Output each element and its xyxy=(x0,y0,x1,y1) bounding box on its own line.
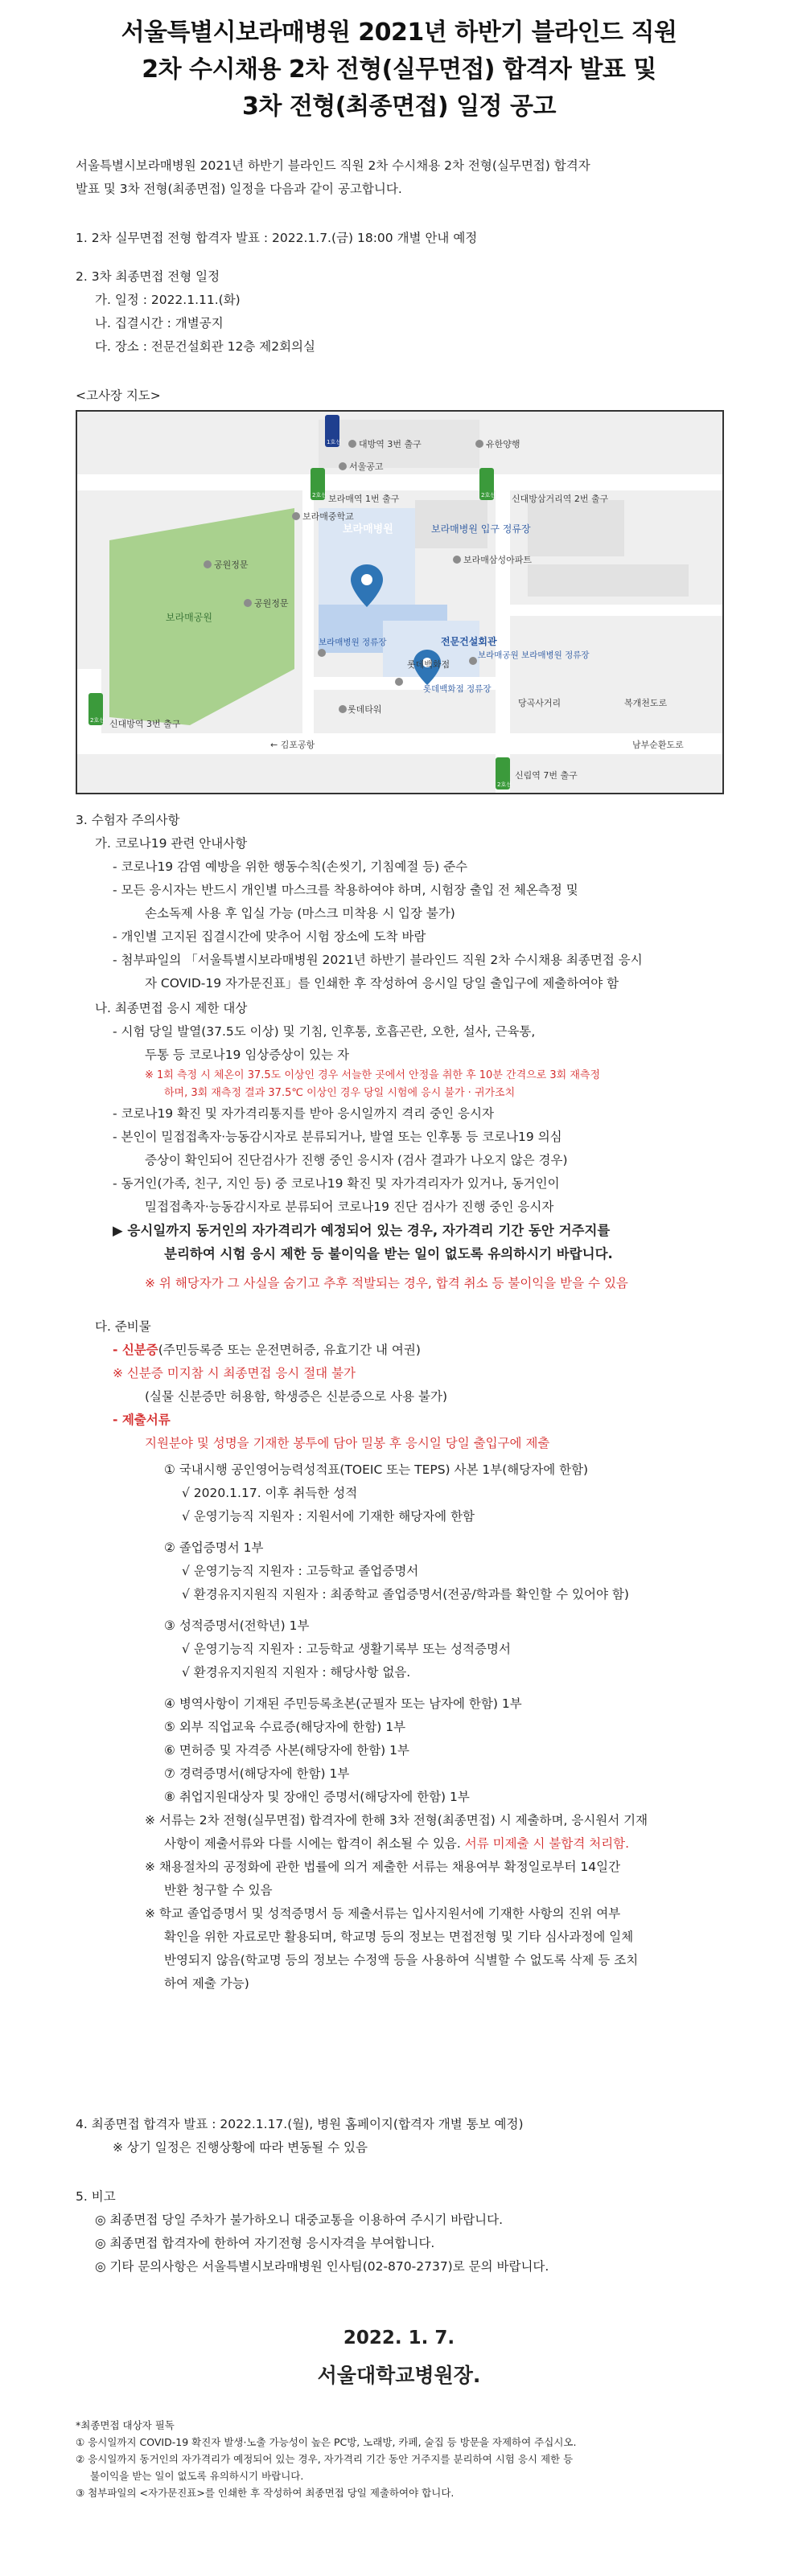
doc-2a: √ 운영기능직 지원자 : 고등학교 졸업증명서 xyxy=(182,1564,419,1578)
temperature-note-1: ※ 1회 측정 시 체온이 37.5도 이상인 경우 서늘한 곳에서 안정을 취한 후 10분 간격으로 3회 재측정 xyxy=(145,1069,601,1081)
covid-rule-2-cont: 손소독제 사용 후 입실 가능 (마스크 미착용 시 입장 불가) xyxy=(145,906,455,921)
section-3-da xyxy=(76,1315,735,1996)
map-line2-text-a: 2호선 xyxy=(312,492,327,498)
docs-note-1-text: 사항이 제출서류와 다를 시에는 합격이 취소될 수 있음. xyxy=(164,1836,461,1851)
map-label-building: 전문건설회관 xyxy=(441,636,497,647)
section-2-heading: 2. 3차 최종면접 전형 일정 xyxy=(76,269,220,284)
restriction-4-cont: 밀접접촉자·능동감시자로 분류되어 코로나19 진단 검사가 진행 중인 응시자 xyxy=(145,1200,554,1214)
final-interview-notes xyxy=(76,2417,735,2501)
doc-1b: √ 운영기능직 지원자 : 지원서에 기재한 해당자에 한함 xyxy=(182,1509,475,1524)
map-label-gimpo: ← 김포공항 xyxy=(270,740,315,750)
docs-note-2-cont: 반환 청구할 수 있음 xyxy=(164,1883,273,1897)
restriction-4: - 동거인(가족, 친구, 지인 등) 중 코로나19 확진 및 자가격리자가 있거나, 동거인이 xyxy=(113,1176,560,1191)
map-label-exit-mid: 보라매역 1번 출구 xyxy=(328,494,400,504)
map-line2-text-b: 2호선 xyxy=(481,492,496,498)
doc-3b: √ 환경유지지원직 지원자 : 해당사항 없음. xyxy=(182,1665,411,1680)
section-3-da-heading: 다. 준비물 xyxy=(95,1319,151,1334)
doc-1: ① 국내시행 공인영어능력성적표(TOEIC 또는 TEPS) 사본 1부(해당자에 한함) xyxy=(164,1462,589,1477)
map-label-south: 남부순환도로 xyxy=(632,740,684,750)
section-2-date: 가. 일정 : 2022.1.11.(화) xyxy=(95,293,241,307)
notes-heading: *최종면접 대상자 필독 xyxy=(76,2419,175,2431)
docs-note-1: ※ 서류는 2차 전형(실무면접) 합격자에 한해 3차 전형(최종면접) 시 제출하며, 응시원서 기재 xyxy=(145,1813,648,1827)
covid-rule-2: - 모든 응시자는 반드시 개인별 마스크를 착용하여야 하며, 시험장 출입 전 체온측정 및 xyxy=(113,883,578,897)
intro-line-2: 발표 및 3차 전형(최종면접) 일정을 다음과 같이 공고합니다. xyxy=(76,182,402,196)
restriction-2: - 코로나19 확진 및 자가격리통지를 받아 응시일까지 격리 중인 응시자 xyxy=(113,1106,494,1121)
section-5-heading: 5. 비고 xyxy=(76,2189,116,2204)
docs-note-1-red: 서류 미제출 시 불합격 처리함. xyxy=(460,1836,630,1851)
map-caption: <고사장 지도> xyxy=(76,388,161,403)
doc-7: ⑦ 경력증명서(해당자에 한함) 1부 xyxy=(164,1766,350,1781)
notice-date: 2022. 1. 7. xyxy=(343,2328,455,2348)
notes-item-2: ② 응시일까지 동거인의 자가격리가 예정되어 있는 경우, 자가격리 기간 동안 거주지를 분리하여 시험 응시 제한 등 xyxy=(76,2453,574,2465)
covid-rule-3: - 개인별 고지된 집결시간에 맞추어 시험 장소에 도착 바람 xyxy=(113,929,426,944)
section-2 xyxy=(76,265,735,359)
section-3-na-heading: 나. 최종면접 응시 제한 대상 xyxy=(95,1001,248,1015)
doc-4: ④ 병역사항이 기재된 주민등록초본(군필자 또는 남자에 한함) 1부 xyxy=(164,1696,522,1711)
title-line-3: 3차 전형(최종면접) 일정 공고 xyxy=(242,92,556,121)
map-label-bus-stop: 보라매병원 입구 정류장 xyxy=(431,523,531,535)
map-label-stop2: 보라매공원 보라매병원 정류장 xyxy=(478,650,590,660)
id-warning: ※ 신분증 미지참 시 최종면접 응시 절대 불가 xyxy=(113,1366,356,1380)
concealment-warning: ※ 위 해당자가 그 사실을 숨기고 추후 적발되는 경우, 합격 취소 등 불이익을 받을 수 있음 xyxy=(145,1276,628,1290)
cohabitant-warning-1: ▶ 응시일까지 동거인의 자가격리가 예정되어 있는 경우, 자가격리 기간 동안 거주지를 xyxy=(113,1223,611,1238)
map-label-bokjae: 복개천도로 xyxy=(624,698,668,708)
section-5 xyxy=(76,2185,735,2279)
section-3-ga-heading: 가. 코로나19 관련 안내사항 xyxy=(95,836,248,851)
temperature-note-2: 하며, 3회 재측정 결과 37.5℃ 이상인 경우 당일 시험에 응시 불가 · 귀가조치 xyxy=(164,1087,516,1099)
docs-note-3-cont-2: 반영되지 않음(학교명 등의 정보는 수정액 등을 사용하여 식별할 수 없도록 삭제 등 조치 xyxy=(164,1953,639,1967)
title-line-2: 2차 수시채용 2차 전형(실무면접) 합격자 발표 및 xyxy=(142,55,656,84)
map-label-school: 보라매중학교 xyxy=(302,511,354,522)
section-3 xyxy=(76,809,735,995)
map-label-exit-top: 대방역 3번 출구 xyxy=(359,439,422,449)
restriction-1: - 시험 당일 발열(37.5도 이상) 및 기침, 인후통, 호흡곤란, 오한, 설사, 근육통, xyxy=(113,1024,536,1039)
covid-rule-4-cont: 자 COVID-19 자가문진표」를 인쇄한 후 작성하여 응시일 당일 출입구에 제출하여야 함 xyxy=(145,976,619,991)
map-line2-text-d: 2호선 xyxy=(497,781,512,788)
map-line1-text: 1호선 xyxy=(327,439,341,445)
map-label-apt: 보라매삼성아파트 xyxy=(463,555,533,565)
docs-note-3-cont-3: 하여 제출 가능) xyxy=(164,1976,249,1991)
section-4-text: 4. 최종면접 합격자 발표 : 2022.1.17.(월), 병원 홈페이지(합격자 개별 통보 예정) xyxy=(76,2117,524,2131)
doc-3a: √ 운영기능직 지원자 : 고등학교 생활기록부 또는 성적증명서 xyxy=(182,1642,511,1656)
map-label-playground: 공원정문 xyxy=(254,598,289,609)
map-label-dangsan: 당곡사거리 xyxy=(518,698,561,708)
map-caption-block xyxy=(76,384,735,408)
map-label-exit-right: 신대방삼거리역 2번 출구 xyxy=(512,494,609,504)
docs-note-2: ※ 채용절차의 공정화에 관한 법률에 의거 제출한 서류는 채용여부 확정일로부터 14일간 xyxy=(145,1860,621,1874)
restriction-1-cont: 두통 등 코로나19 임상증상이 있는 자 xyxy=(145,1048,349,1062)
section-3-heading: 3. 수험자 주의사항 xyxy=(76,813,180,827)
remark-3: ◎ 기타 문의사항은 서울특별시보라매병원 인사팀(02-870-2737)로 문의 바랍니다. xyxy=(95,2259,549,2274)
notes-item-2-cont: 불이익을 받는 일이 없도록 유의하시기 바랍니다. xyxy=(90,2470,304,2482)
doc-6: ⑥ 면허증 및 자격증 사본(해당자에 한함) 1부 xyxy=(164,1743,409,1758)
id-label: - 신분증 xyxy=(113,1343,158,1357)
cohabitant-warning-2: 분리하여 시험 응시 제한 등 불이익을 받는 일이 없도록 유의하시기 바랍니다. xyxy=(164,1246,613,1261)
intro-block xyxy=(76,154,735,201)
map-label-lotte-mart: 롯데타워 xyxy=(348,704,382,715)
map-label-hospital: 보라매병원 xyxy=(343,523,393,535)
restriction-3-cont: 증상이 확인되어 진단검사가 진행 중인 응시자 (검사 결과가 나오지 않은 경우) xyxy=(145,1153,568,1167)
map-label-lotte: 롯데백화점 xyxy=(407,659,450,670)
id-note: (실물 신분증만 허용함, 학생증은 신분증으로 사용 불가) xyxy=(145,1389,447,1404)
issuer-name: 서울대학교병원장. xyxy=(317,2364,481,2387)
notice-title xyxy=(0,14,798,125)
map-label-exit-bottom: 신림역 7번 출구 xyxy=(515,770,578,781)
covid-rule-4: - 첨부파일의 「서울특별시보라매병원 2021년 하반기 블라인드 직원 2차 수시채용 최종면접 응시 xyxy=(113,953,643,967)
docs-warning: 지원분야 및 성명을 기재한 봉투에 담아 밀봉 후 응시일 당일 출입구에 제출 xyxy=(145,1436,550,1450)
section-2-location: 다. 장소 : 전문건설회관 12층 제2회의실 xyxy=(95,339,315,354)
doc-1a: √ 2020.1.17. 이후 취득한 성적 xyxy=(182,1486,358,1500)
docs-note-3: ※ 학교 졸업증명서 및 성적증명서 등 제출서류는 입사지원서에 기재한 사항의 진위 여부 xyxy=(145,1906,621,1921)
map-label-lotte-stop: 롯데백화점 정류장 xyxy=(423,684,492,694)
map-label-exit-left: 신대방역 3번 출구 xyxy=(109,719,181,729)
section-3-na xyxy=(76,997,735,1295)
doc-5: ⑤ 외부 직업교육 수료증(해당자에 한함) 1부 xyxy=(164,1720,406,1734)
id-requirement xyxy=(76,1339,735,1362)
covid-rule-1: - 코로나19 감염 예방을 위한 행동수칙(손씻기, 기침예절 등) 준수 xyxy=(113,859,468,874)
doc-8: ⑧ 취업지원대상자 및 장애인 증명서(해당자에 한함) 1부 xyxy=(164,1790,470,1804)
section-4-note: ※ 상기 일정은 진행상황에 따라 변동될 수 있음 xyxy=(113,2140,368,2155)
map-label-stop1: 보라매병원 정류장 xyxy=(319,638,387,647)
restriction-3: - 본인이 밀접접촉자·능동감시자로 분류되거나, 발열 또는 인후통 등 코로나19 의심 xyxy=(113,1130,562,1144)
map-label-park: 보라매공원 xyxy=(166,612,212,623)
map-label-yuhan: 유한양행 xyxy=(486,439,520,449)
section-2-gather-time: 나. 집결시간 : 개별공지 xyxy=(95,316,224,330)
doc-2b: √ 환경유지지원직 지원자 : 최종학교 졸업증명서(전공/학과를 확인할 수 있어야 함) xyxy=(182,1587,629,1602)
title-line-1: 서울특별시보라매병원 2021년 하반기 블라인드 직원 xyxy=(121,18,677,47)
id-detail: (주민등록증 또는 운전면허증, 유효기간 내 여권) xyxy=(158,1343,421,1357)
map-line2-text-c: 2호선 xyxy=(90,717,105,724)
docs-label: - 제출서류 xyxy=(113,1413,171,1427)
section-1 xyxy=(76,227,735,250)
notes-item-1: ① 응시일까지 COVID-19 확진자 발생·노출 가능성이 높은 PC방, 노래방, 카페, 술집 등 방문을 자제하여 주십시오. xyxy=(76,2436,577,2448)
doc-2: ② 졸업증명서 1부 xyxy=(164,1540,264,1555)
remark-1: ◎ 최종면접 당일 주차가 불가하오니 대중교통을 이용하여 주시기 바랍니다. xyxy=(95,2213,504,2227)
exam-location-map xyxy=(76,410,724,794)
map-label-seoulgo: 서울공고 xyxy=(349,461,384,472)
section-1-text: 1. 2차 실무면접 전형 합격자 발표 : 2022.1.7.(금) 18:00 개별 안내 예정 xyxy=(76,231,478,245)
map-label-parking: 공원정문 xyxy=(214,560,249,570)
notes-item-3: ③ 첨부파일의 <자가문진표>를 인쇄한 후 작성하여 최종면접 당일 제출하여야 합니다. xyxy=(76,2487,455,2499)
intro-line-1: 서울특별시보라매병원 2021년 하반기 블라인드 직원 2차 수시채용 2차 전형(실무면접) 합격자 xyxy=(76,158,590,173)
docs-note-1-cont xyxy=(76,1832,735,1856)
doc-3: ③ 성적증명서(전학년) 1부 xyxy=(164,1618,310,1633)
map-svg xyxy=(77,412,722,793)
section-4 xyxy=(76,2113,735,2160)
docs-note-3-cont-1: 확인을 위한 자료로만 활용되며, 학교명 등의 정보는 면접전형 및 기타 심사과정에 일체 xyxy=(164,1930,634,1944)
remark-2: ◎ 최종면접 합격자에 한하여 자기전형 응시자격을 부여합니다. xyxy=(95,2236,435,2250)
